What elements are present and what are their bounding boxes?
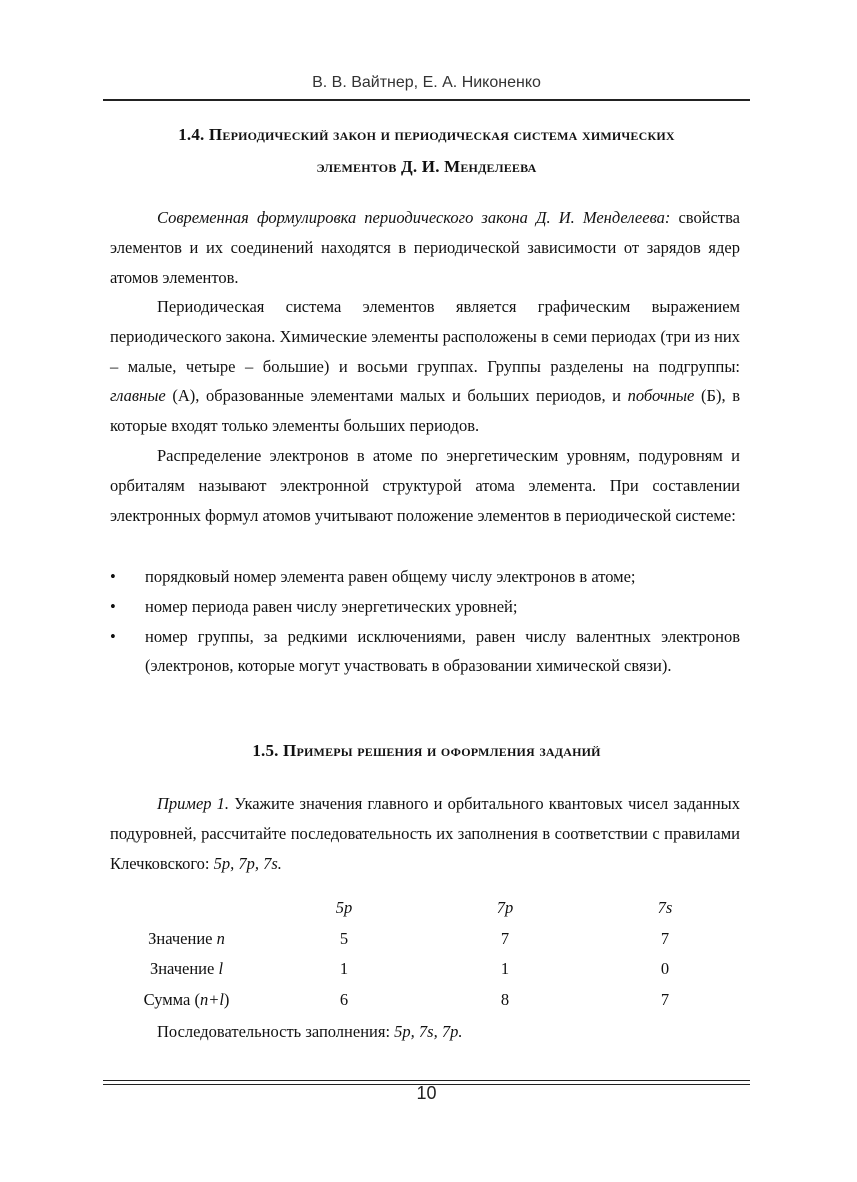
- row-label: Сумма (n+l): [143, 989, 230, 1009]
- paragraph-electron-structure: Распределение электронов в атоме по энергетическим уровням, подуровням и орбиталям называют электронной структурой атома элемента. При составлении электронных формул атомов учитывают положение элементов в периодической системе:: [110, 446, 740, 525]
- table-cell: 8: [500, 989, 510, 1009]
- table-row: [110, 985, 745, 1016]
- page-number: 10: [416, 1083, 437, 1103]
- table-row: [110, 924, 745, 955]
- sequence-label: Последовательность заполнения:: [157, 1022, 395, 1041]
- bullet-icon: •: [110, 596, 116, 616]
- table-cell: 7: [660, 989, 670, 1009]
- quantum-numbers-table: [110, 893, 745, 1015]
- example-sublevels: 5p, 7p, 7s.: [213, 853, 282, 873]
- example-text: Укажите значения главного и орбитального квантовых чисел заданных подуровней, рассчитайте последовательность их заполнения в соответствии с правилами Клечковского:: [110, 794, 740, 873]
- row-label: Значение n: [148, 928, 225, 948]
- header-rule: [103, 99, 750, 101]
- table-cell: 6: [339, 989, 349, 1009]
- law-formulation-lead: Современная формулировка периодического закона Д. И. Менделеева:: [157, 208, 671, 227]
- table-row: [110, 954, 745, 985]
- table-cell: 5: [339, 928, 349, 948]
- column-header: 7s: [657, 898, 673, 918]
- column-header: 5p: [335, 898, 353, 918]
- section-title-1-5: 1.5. Примеры решения и оформления заданий: [252, 741, 601, 760]
- row-label: Значение l: [149, 959, 224, 979]
- periodic-system-text-b: (А), образованные элементами малых и больших периодов, и: [165, 386, 628, 406]
- table-header-row: [110, 893, 745, 924]
- bullet-icon: •: [110, 626, 116, 646]
- table-cell: 0: [660, 959, 670, 979]
- periodic-system-text-c: (Б), в которые входят только элементы больших периодов.: [110, 386, 740, 436]
- table-cell: 1: [500, 959, 510, 979]
- periodic-system-text-a: Периодическая система элементов является графическим выражением периодического закона. Химические элементы расположены в семи периодах (три из них – малые, четыре – большие) и восьми группах. Группы разделены на подгруппы:: [110, 297, 740, 376]
- table-corner: [110, 893, 263, 924]
- bullet-icon: •: [110, 567, 116, 586]
- paragraph-example-1: [110, 789, 740, 878]
- side-subgroups-term: побочные: [627, 386, 695, 406]
- paragraph-periodic-system: [110, 292, 740, 441]
- footer-rule-top: [103, 1080, 750, 1081]
- filling-sequence: [110, 1017, 740, 1047]
- table-cell: 7: [660, 928, 670, 948]
- section-title-1-4-line1: 1.4. Периодический закон и периодическая система химических: [178, 125, 675, 144]
- main-subgroups-term: главные: [110, 386, 166, 406]
- list-item: • порядковый номер элемента равен общему числу электронов в атоме;: [110, 562, 740, 592]
- list-item: • номер группы, за редкими исключениями, равен числу валентных электронов (электронов, которые могут участвовать в образовании химической связи).: [110, 622, 740, 682]
- rules-list: [110, 562, 740, 681]
- list-item: • номер периода равен числу энергетических уровней;: [110, 592, 740, 622]
- law-formulation-text: свойства элементов и их соединений находятся в периодической зависимости от зарядов ядер атомов элементов.: [110, 208, 740, 287]
- sequence-value: 5p, 7s, 7p.: [394, 1022, 463, 1041]
- example-label: Пример 1.: [157, 794, 230, 813]
- column-header: 7p: [496, 898, 514, 918]
- table-cell: 7: [500, 928, 510, 948]
- running-title: В. В. Вайтнер, Е. А. Никоненко: [312, 74, 541, 91]
- section-title-1-4-line2: элементов Д. И. Менделеева: [316, 157, 537, 176]
- table-cell: 1: [339, 959, 349, 979]
- paragraph-law-formulation: [110, 203, 740, 292]
